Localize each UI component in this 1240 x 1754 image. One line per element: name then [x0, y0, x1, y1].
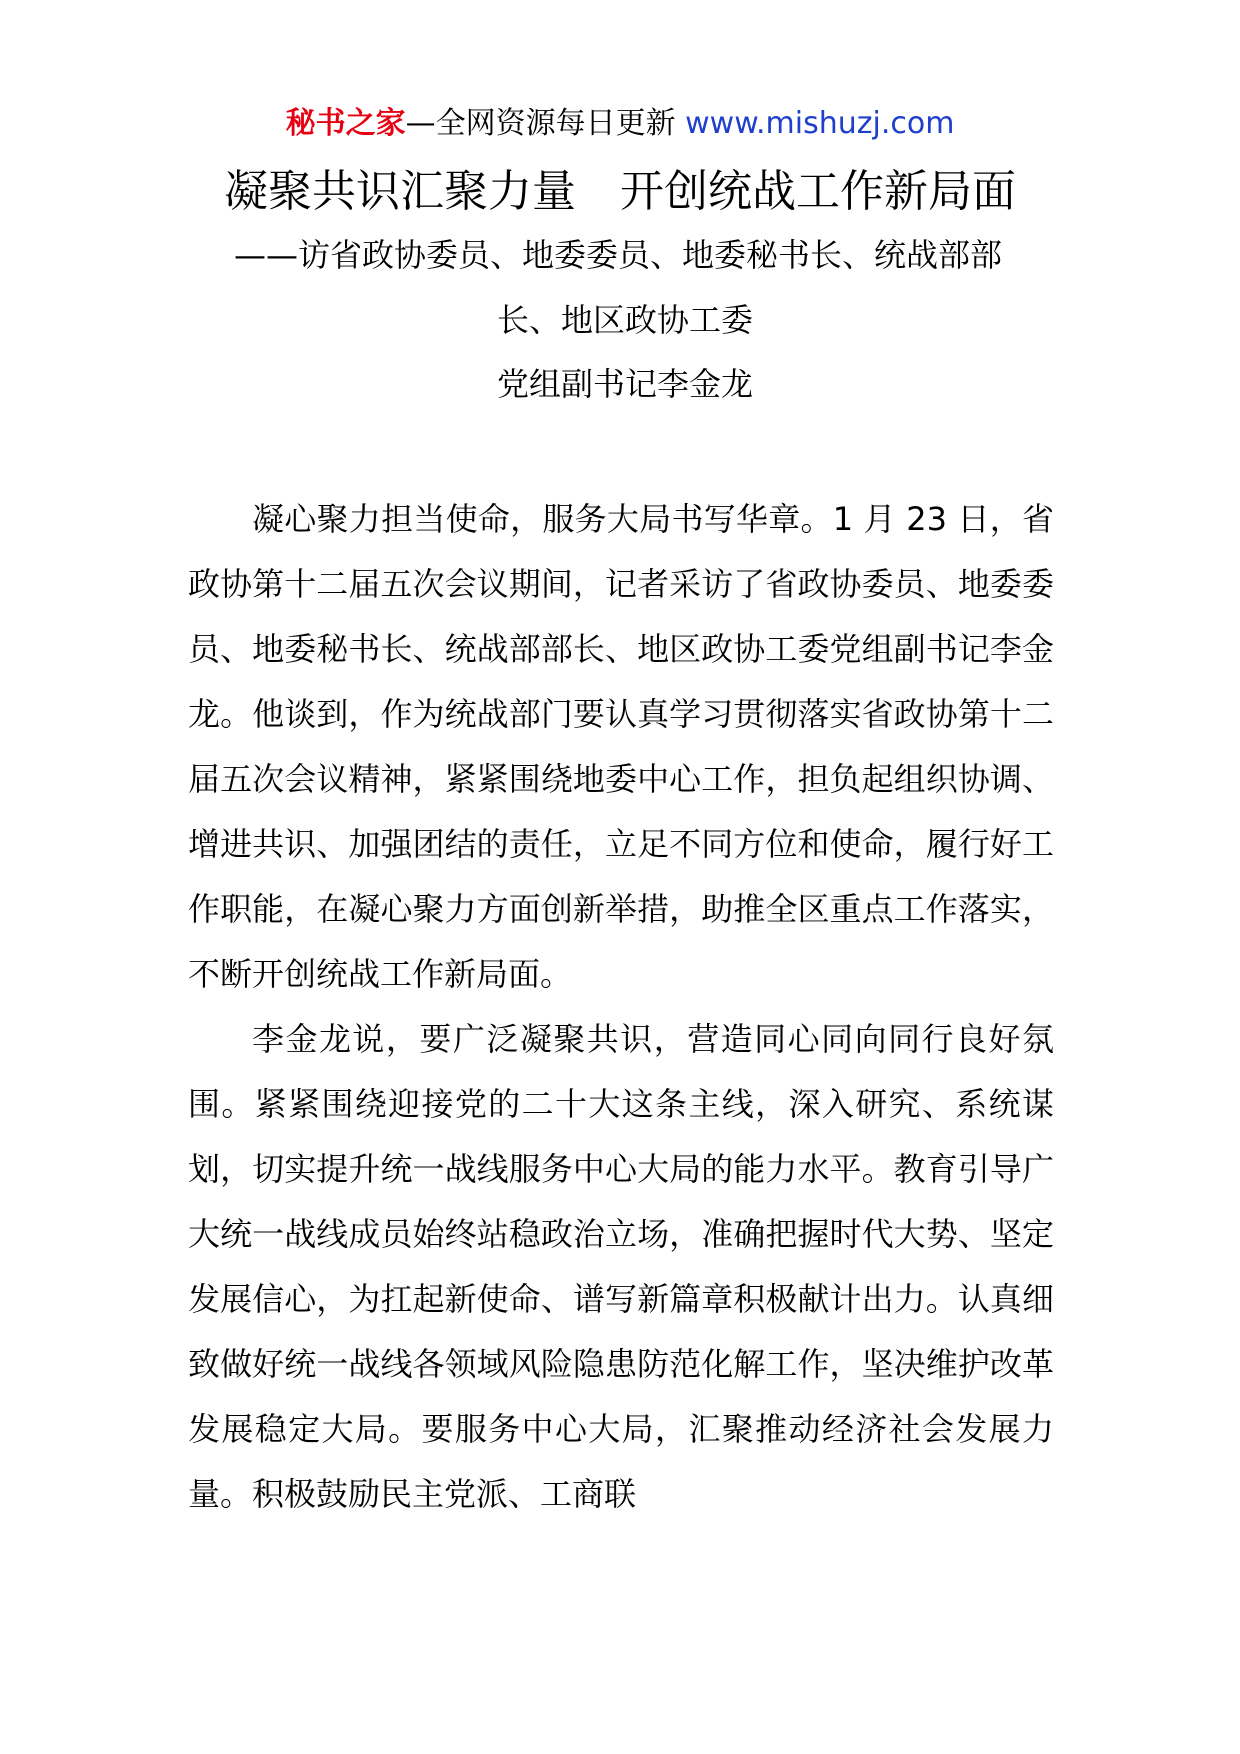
article-title: 凝聚共识汇聚力量 开创统战工作新局面 [224, 166, 1016, 217]
article-subtitle-line-3: 党组副书记李金龙 [496, 365, 753, 403]
article-body [188, 487, 1054, 1527]
body-paragraph: 李金龙说，要广泛凝聚共识，营造同心同向同行良好氛围。紧紧围绕迎接党的二十大这条主线，深入研究、系统谋划，切实提升统一战线服务中心大局的能力水平。教育引导广大统一战线成员始终站稳政治立场，准确把握时代大势、坚定发展信心，为扛起新使命、谱写新篇章积极献计出力。认真细致做好统一战线各领域风险隐患防范化解工作，坚决维护改革发展稳定大局。要服务中心大局，汇聚推动经济社会发展力量。积极鼓励民主党派、工商联 [188, 1020, 1054, 1513]
header-tagline: —全网资源每日更新 [405, 106, 676, 141]
body-paragraph: 凝心聚力担当使命，服务大局书写华章。1 月 23 日，省政协第十二届五次会议期间，记者采访了省政协委员、地委委员、地委秘书长、统战部部长、地区政协工委党组副书记李金龙。他谈到，作为统战部门要认真学习贯彻落实省政协第十二届五次会议精神，紧紧围绕地委中心工作，担负起组织协调、增进共识、加强团结的责任，立足不同方位和使命，履行好工作职能，在凝心聚力方面创新举措，助推全区重点工作落实，不断开创统战工作新局面。 [188, 500, 1054, 993]
article-subtitle-line-2: 长、地区政协工委 [496, 301, 753, 339]
brand-name: 秘书之家 [285, 106, 406, 141]
site-header [0, 104, 1240, 144]
site-url[interactable]: www.mishuzj.com [685, 106, 955, 141]
article-subtitle-line-1: ——访省政协委员、地委委员、地委秘书长、统战部部 [233, 236, 1002, 274]
